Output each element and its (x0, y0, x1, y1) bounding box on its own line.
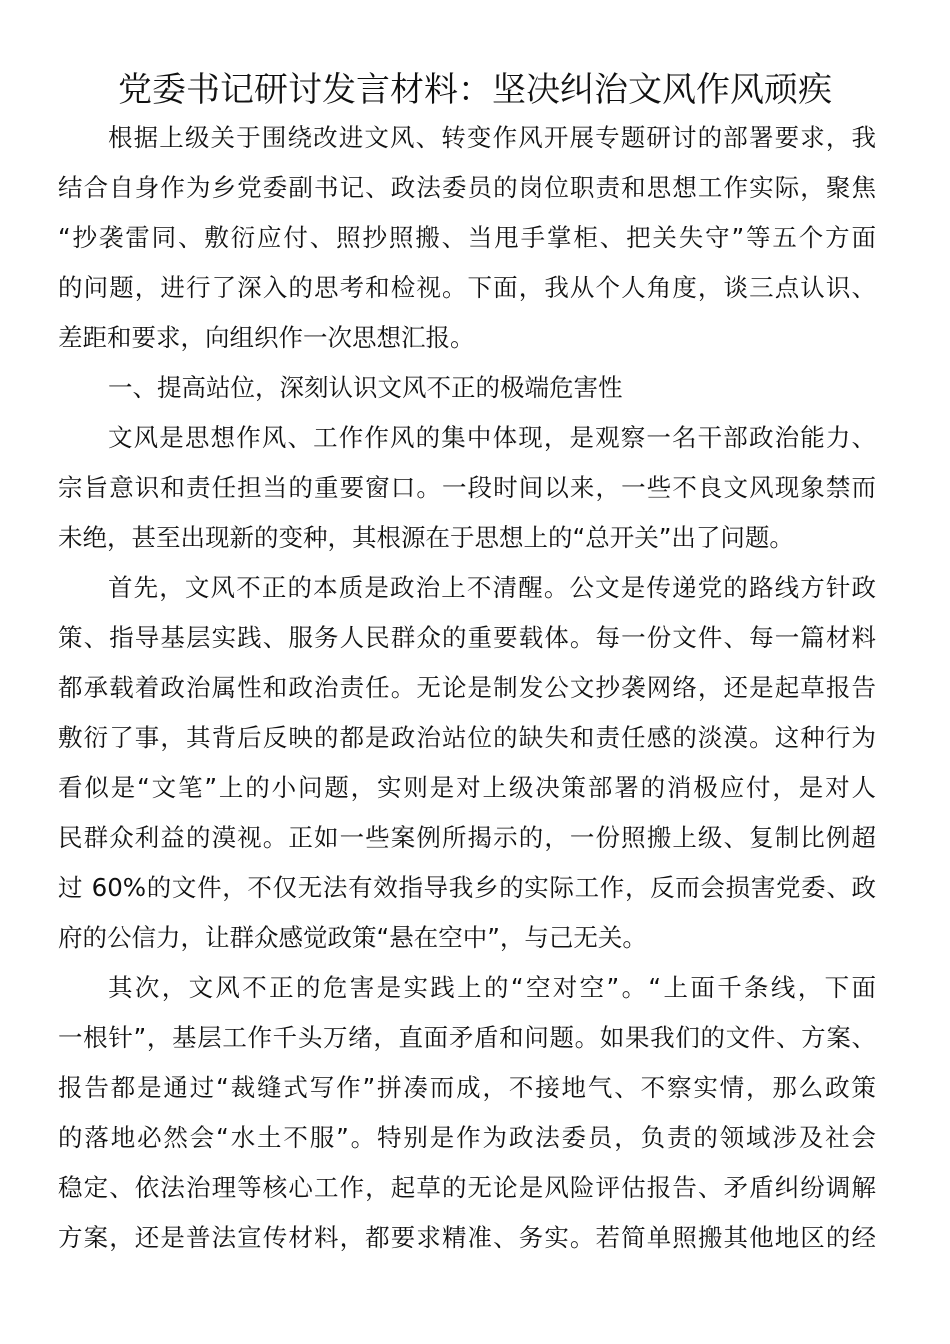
text-line: 稳定、依法治理等核心工作，起草的无论是风险评估报告、矛盾纠纷调解 (58, 1173, 876, 1202)
paragraph-intro (58, 113, 876, 363)
text-line: 文风是思想作风、工作作风的集中体现，是观察一名干部政治能力、 (108, 423, 876, 452)
text-line: 府的公信力，让群众感觉政策“悬在空中”，与己无关。 (58, 923, 647, 952)
text-line: 看似是“文笔”上的小问题，实则是对上级决策部署的消极应付，是对人 (58, 773, 876, 802)
document-title: 党委书记研讨发言材料：坚决纠治文风作风顽疾 (118, 70, 832, 110)
text-line: “抄袭雷同、敷衍应付、照抄照搬、当甩手掌柜、把关失守”等五个方面 (58, 223, 876, 252)
paragraph (58, 963, 876, 1263)
text-line: 差距和要求，向组织作一次思想汇报。 (58, 323, 475, 352)
text-line: 结合自身作为乡党委副书记、政法委员的岗位职责和思想工作实际，聚焦 (58, 173, 876, 202)
text-line: 首先，文风不正的本质是政治上不清醒。公文是传递党的路线方针政 (108, 573, 876, 602)
paragraph (58, 413, 876, 563)
text-line: 一根针”，基层工作千头万绪，直面矛盾和问题。如果我们的文件、方案、 (58, 1023, 876, 1052)
text-line: 策、指导基层实践、服务人民群众的重要载体。每一份文件、每一篇材料 (58, 623, 876, 652)
text-line: 都承载着政治属性和政治责任。无论是制发公文抄袭网络，还是起草报告 (58, 673, 876, 702)
text-line: 敷衍了事，其背后反映的都是政治站位的缺失和责任感的淡漠。这种行为 (58, 723, 876, 752)
text-line: 方案，还是普法宣传材料，都要求精准、务实。若简单照搬其他地区的经 (58, 1223, 876, 1252)
text-line: 过 60%的文件，不仅无法有效指导我乡的实际工作，反而会损害党委、政 (58, 873, 876, 902)
text-line: 报告都是通过“裁缝式写作”拼凑而成，不接地气、不察实情，那么政策 (58, 1073, 876, 1102)
text-line: 其次，文风不正的危害是实践上的“空对空”。“上面千条线，下面 (108, 973, 876, 1002)
text-line: 根据上级关于围绕改进文风、转变作风开展专题研讨的部署要求，我 (108, 123, 876, 152)
text-line: 民群众利益的漠视。正如一些案例所揭示的，一份照搬上级、复制比例超 (58, 823, 876, 852)
text-line: 的问题，进行了深入的思考和检视。下面，我从个人角度，谈三点认识、 (58, 273, 876, 302)
text-line: 未绝，甚至出现新的变种，其根源在于思想上的“总开关”出了问题。 (58, 523, 794, 552)
paragraph (58, 563, 876, 963)
text-line: 宗旨意识和责任担当的重要窗口。一段时间以来，一些不良文风现象禁而 (58, 473, 876, 502)
heading-line: 一、提高站位，深刻认识文风不正的极端危害性 (108, 373, 623, 402)
document-body (58, 113, 876, 1263)
section-heading (58, 363, 876, 413)
text-line: 的落地必然会“水土不服”。特别是作为政法委员，负责的领域涉及社会 (58, 1123, 876, 1152)
